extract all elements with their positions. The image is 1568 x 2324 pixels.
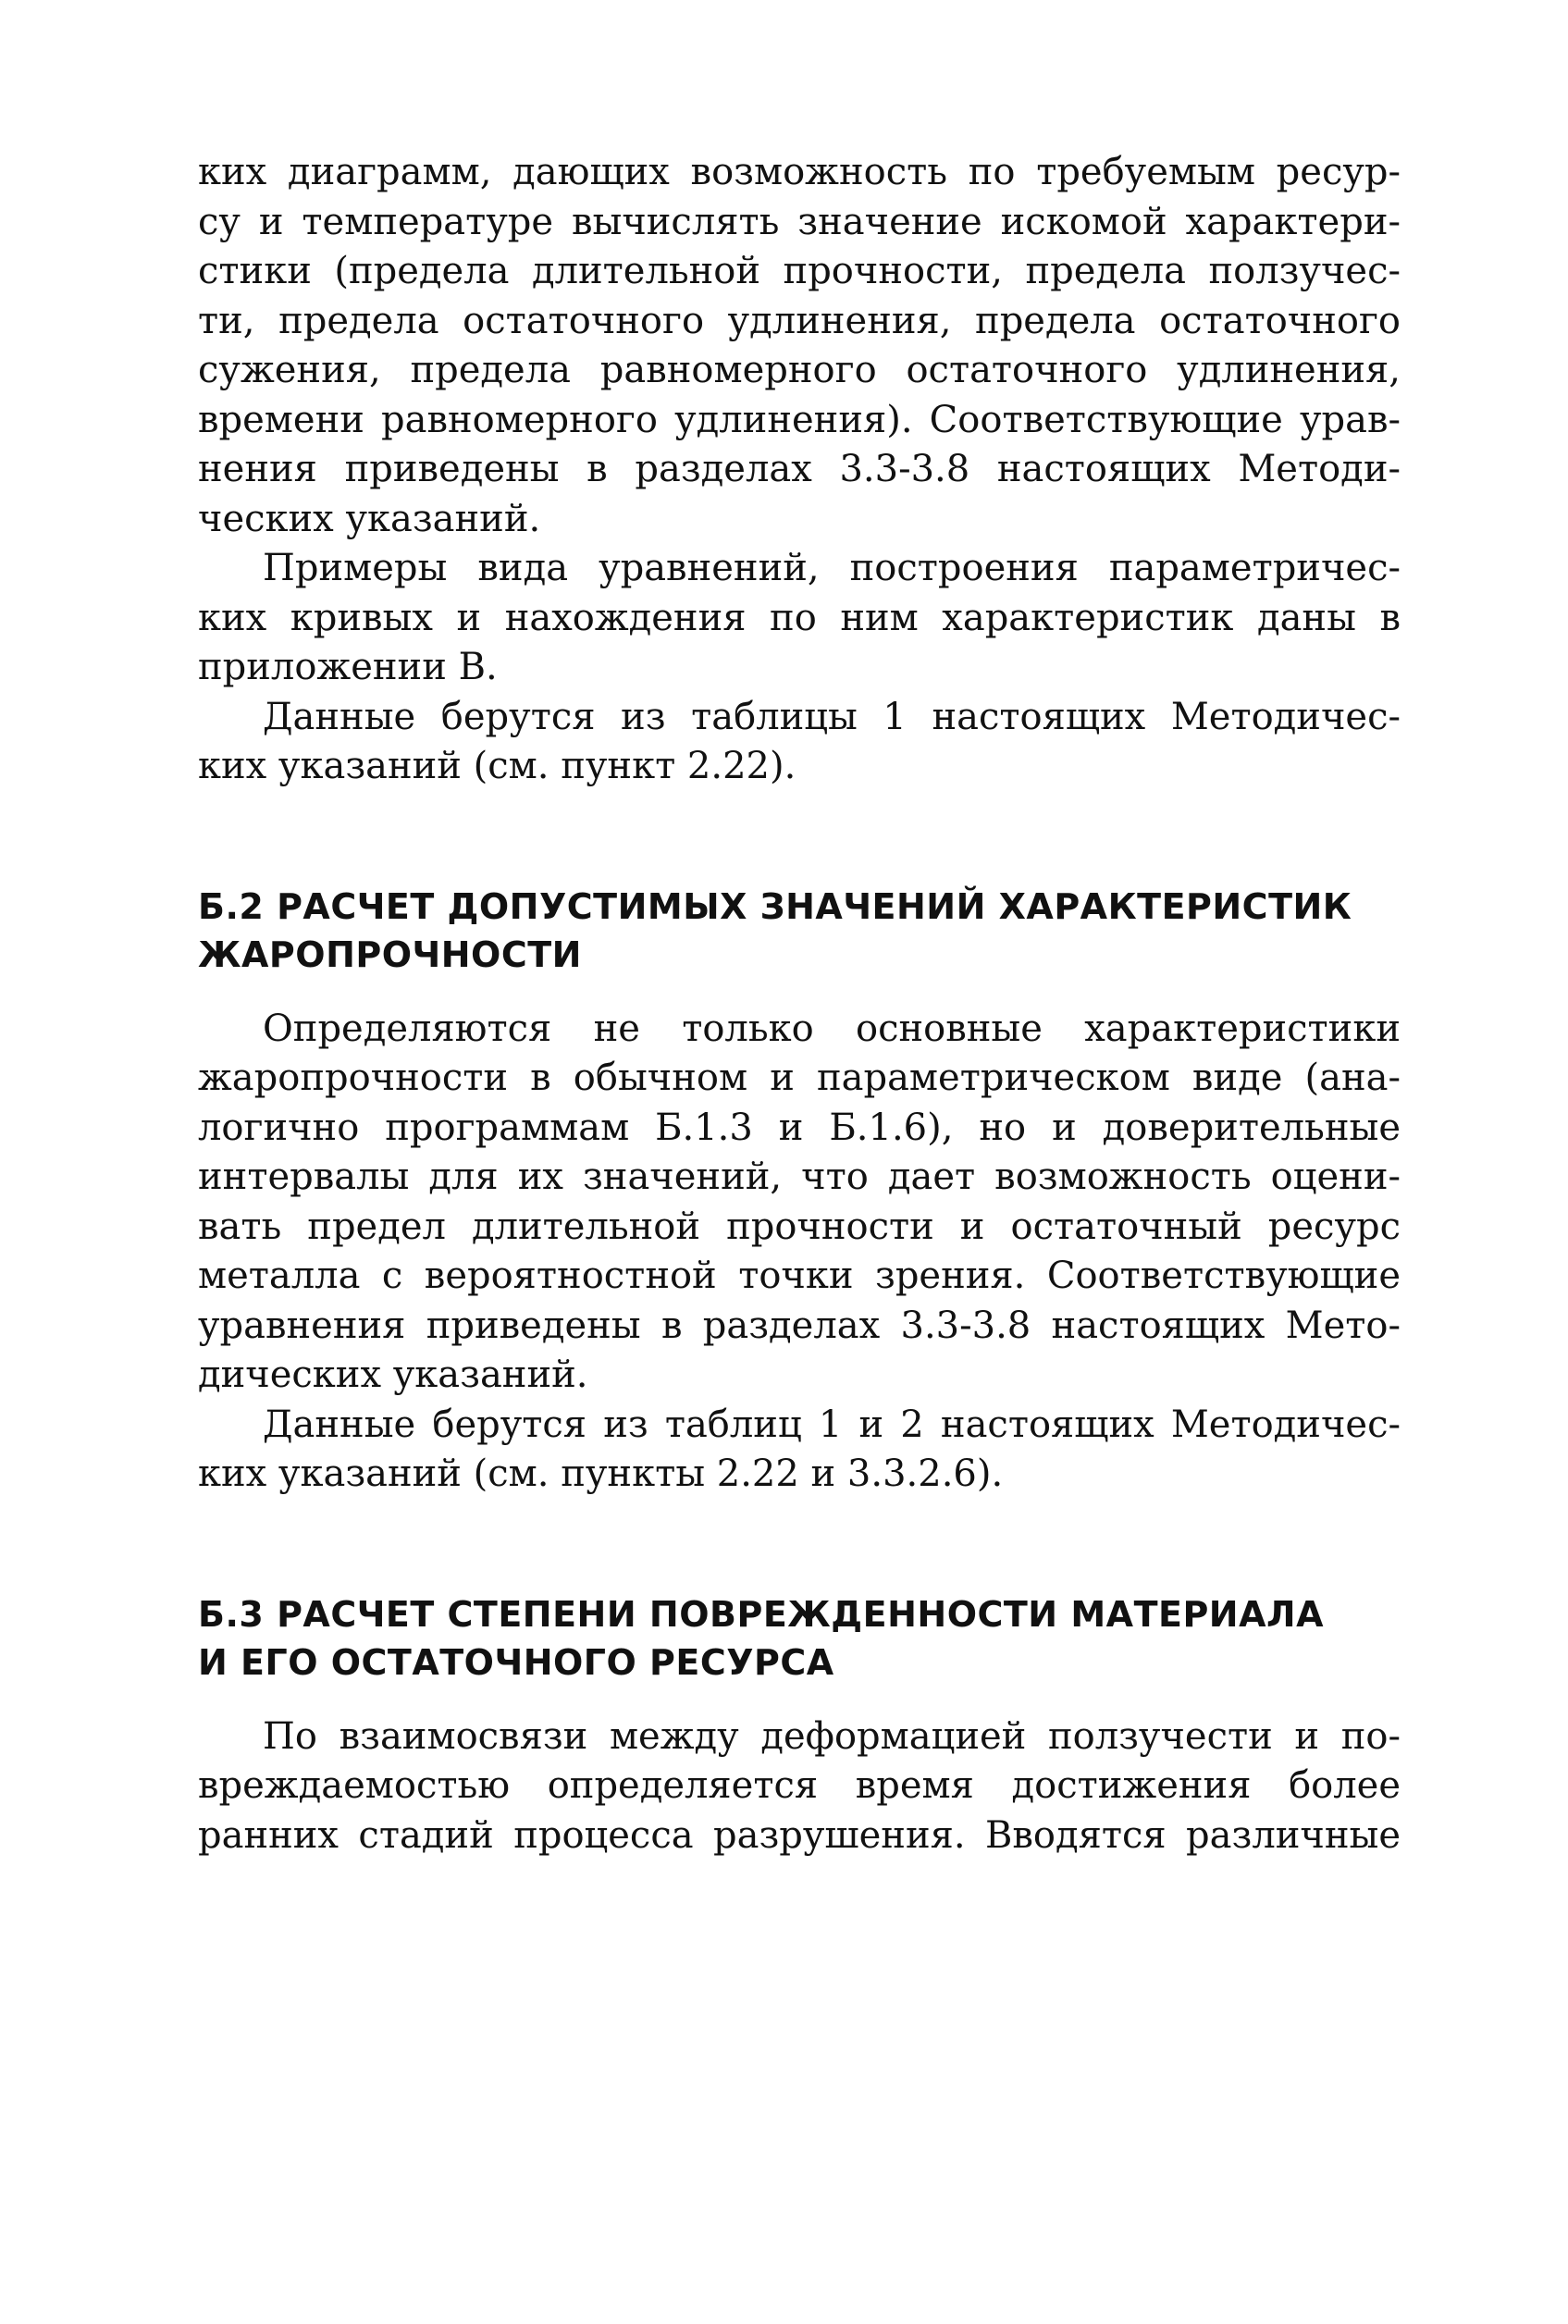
paragraph-b2-data-source bbox=[198, 1401, 1401, 1500]
heading-line: И ЕГО ОСТАТОЧНОГО РЕСУРСА bbox=[198, 1641, 834, 1683]
paragraph-b3-main bbox=[198, 1712, 1401, 1861]
text-line: Данные берутся из таблиц 1 и 2 настоящих Методичес- bbox=[263, 1403, 1401, 1446]
text-line: стики (предела длительной прочности, предела ползучес- bbox=[198, 250, 1401, 292]
text-line: ких указаний (см. пункты 2.22 и 3.3.2.6). bbox=[198, 1452, 1004, 1495]
text-line: ческих указаний. bbox=[198, 497, 541, 540]
text-line: дических указаний. bbox=[198, 1354, 588, 1396]
text-line: сужения, предела равномерного остаточного удлинения, bbox=[198, 349, 1401, 391]
text-line: Данные берутся из таблицы 1 настоящих Методичес- bbox=[263, 695, 1401, 738]
text-line: металла с вероятностной точки зрения. Соответствующие bbox=[198, 1255, 1401, 1297]
text-line: вать предел длительной прочности и остаточный ресурс bbox=[198, 1205, 1401, 1248]
heading-line: Б.3 РАСЧЕТ СТЕПЕНИ ПОВРЕЖДЕННОСТИ МАТЕРИАЛА bbox=[198, 1593, 1324, 1635]
text-line: ти, предела остаточного удлинения, предела остаточного bbox=[198, 299, 1401, 342]
paragraph-b2-main bbox=[198, 1005, 1401, 1401]
text-line: ранних стадий процесса разрушения. Вводятся различные bbox=[198, 1813, 1401, 1857]
section-heading-b3 bbox=[198, 1590, 1401, 1687]
text-line: приложении В. bbox=[198, 646, 498, 688]
text-line: логично программам Б.1.3 и Б.1.6), но и доверительные bbox=[198, 1106, 1401, 1149]
paragraph-data-source bbox=[198, 693, 1401, 792]
section-heading-b2 bbox=[198, 883, 1401, 979]
text-line: нения приведены в разделах 3.3-3.8 настоящих Методи- bbox=[198, 448, 1401, 490]
text-line: су и температуре вычислять значение искомой характери- bbox=[198, 200, 1401, 243]
text-column bbox=[198, 148, 1401, 1860]
paragraph-continuation bbox=[198, 148, 1401, 544]
text-line: ких указаний (см. пункт 2.22). bbox=[198, 745, 796, 787]
text-line: вреждаемостью определяется время достижения более bbox=[198, 1764, 1401, 1807]
text-line: ких кривых и нахождения по ним характеристик даны в bbox=[198, 596, 1401, 639]
text-line: ких диаграмм, дающих возможность по требуемым ресур- bbox=[198, 151, 1401, 193]
text-line: жаропрочности в обычном и параметрическом виде (ана- bbox=[198, 1057, 1401, 1099]
heading-line: Б.2 РАСЧЕТ ДОПУСТИМЫХ ЗНАЧЕНИЙ ХАРАКТЕРИСТИК bbox=[198, 885, 1352, 927]
paragraph-examples bbox=[198, 544, 1401, 693]
heading-line: ЖАРОПРОЧНОСТИ bbox=[198, 933, 582, 975]
text-line: Определяются не только основные характеристики bbox=[263, 1007, 1401, 1050]
text-line: уравнения приведены в разделах 3.3-3.8 настоящих Мето- bbox=[198, 1304, 1401, 1347]
text-line: По взаимосвязи между деформацией ползучести и по- bbox=[263, 1714, 1401, 1758]
text-line: интервалы для их значений, что дает возможность оцени- bbox=[198, 1156, 1401, 1198]
text-line: Примеры вида уравнений, построения параметричес- bbox=[263, 547, 1401, 589]
text-line: времени равномерного удлинения). Соответствующие урав- bbox=[198, 398, 1401, 441]
